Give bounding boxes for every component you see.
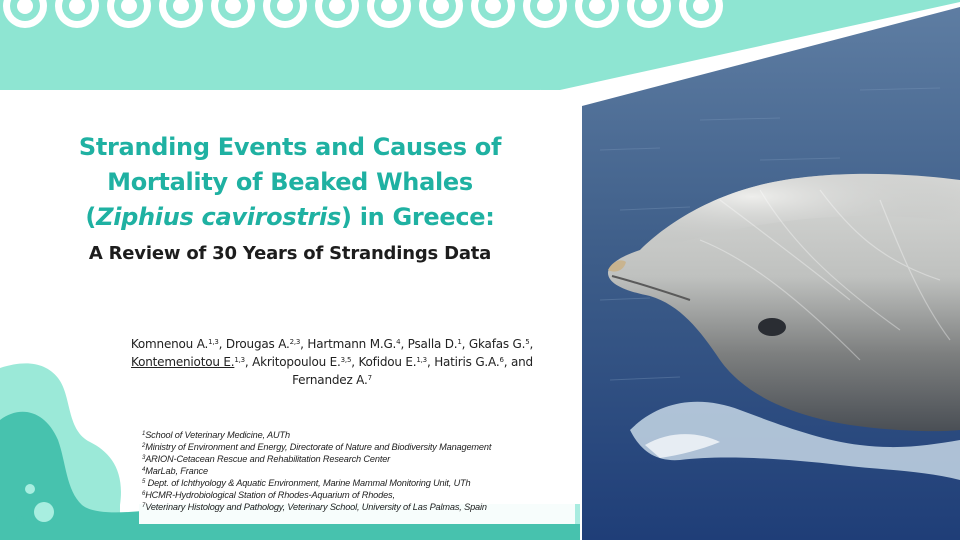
author-name: Drougas A. [225, 337, 290, 351]
affiliation-item [142, 501, 575, 513]
author-affiliation-number: 2,3 [289, 338, 301, 346]
author-affiliation-number: 1,3 [416, 356, 427, 364]
affiliation-item [142, 441, 575, 453]
author-name: Komnenou A. [130, 337, 209, 351]
author-affiliation-number: 7 [367, 374, 372, 382]
author-affiliation-number: 1 [457, 338, 462, 346]
slide-subtitle: A Review of 30 Years of Strandings Data [88, 243, 492, 264]
author-name: Gkafas G. [468, 337, 526, 351]
affiliation-text: MarLab, France [145, 466, 208, 476]
author-separator: , [426, 355, 435, 369]
author-separator: , [218, 337, 226, 351]
title-line-3-open: ( [85, 203, 97, 231]
species-name: Ziphius cavirostris [96, 203, 341, 231]
affiliation-number: 5 [142, 479, 146, 485]
title-line-1: Stranding Events and Causes of [78, 133, 502, 161]
affiliations-box [139, 427, 575, 524]
affiliation-item [142, 465, 575, 477]
author-name: Fernandez A. [292, 373, 368, 387]
slide-title [40, 130, 540, 235]
author-name: Kontemeniotou E. [131, 355, 235, 369]
affiliation-text: Dept. of Ichthyology & Aquatic Environment, Marine Mammal Monitoring Unit, UTh [145, 478, 471, 488]
author-separator: , [300, 337, 308, 351]
author-affiliation-number: 1,3 [208, 338, 219, 346]
author-separator: , and [503, 355, 533, 369]
author-separator: , [244, 355, 253, 369]
affiliation-number: 7 [142, 503, 146, 509]
title-block [40, 130, 540, 235]
affiliation-item [142, 489, 575, 501]
affiliation-text: HCMR-Hydrobiological Station of Rhodes-Aquarium of Rhodes, [145, 490, 395, 500]
affiliation-number: 4 [142, 467, 146, 473]
affiliation-number: 6 [142, 491, 146, 497]
title-line-3-close: ) in Greece: [340, 203, 495, 231]
author-name: Hartmann M.G. [307, 337, 397, 351]
author-name: Kofidou E. [358, 355, 417, 369]
author-name: Hatiris G.A. [434, 355, 500, 369]
title-line-2: Mortality of Beaked Whales [107, 168, 473, 196]
author-separator: , [529, 337, 534, 351]
author-affiliation-number: 4 [396, 338, 401, 346]
author-separator: , [400, 337, 408, 351]
affiliation-number: 1 [142, 431, 146, 437]
author-affiliation-number: 6 [499, 356, 504, 364]
affiliation-text: ARION-Cetacean Rescue and Rehabilitation Research Center [145, 454, 391, 464]
author-list [92, 335, 572, 389]
affiliation-number: 2 [142, 443, 146, 449]
affiliation-text: School of Veterinary Medicine, AUTh [145, 430, 290, 440]
affiliation-item [142, 477, 575, 489]
author-affiliation-number: 3,5 [340, 356, 352, 364]
affiliation-text: Ministry of Environment and Energy, Directorate of Nature and Biodiversity Management [145, 442, 492, 452]
author-name: Psalla D. [407, 337, 458, 351]
author-name: Akritopoulou E. [252, 355, 341, 369]
affiliation-item [142, 453, 575, 465]
affiliation-number: 3 [142, 455, 146, 461]
author-separator: , [461, 337, 469, 351]
affiliation-text: Veterinary Histology and Pathology, Veterinary School, University of Las Palmas, Spain [145, 502, 487, 512]
author-separator: , [351, 355, 359, 369]
author-affiliation-number: 1,3 [234, 356, 245, 364]
author-affiliation-number: 5 [525, 338, 530, 346]
affiliation-item [142, 429, 575, 441]
